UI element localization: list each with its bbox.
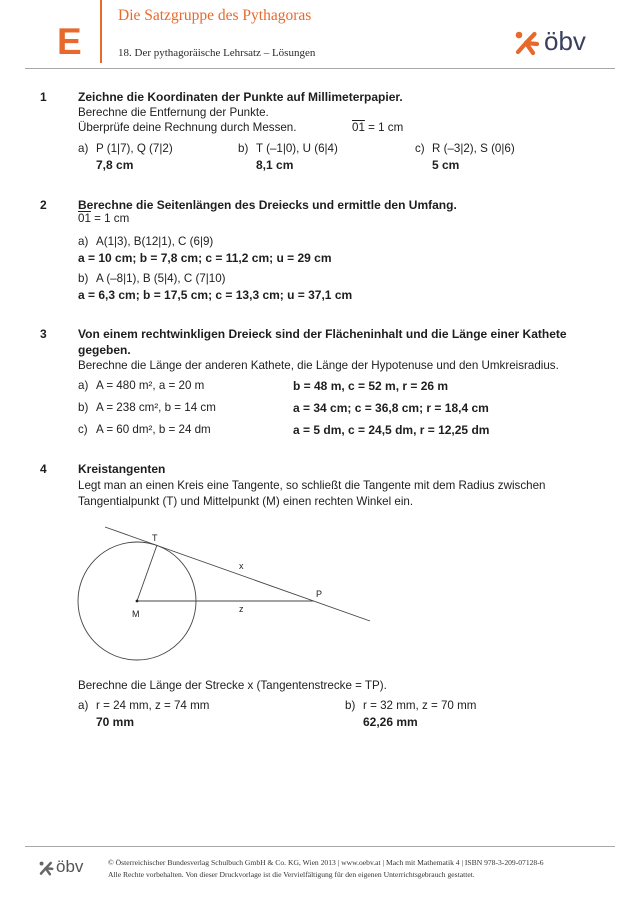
task-4a-given: r = 24 mm, z = 74 mm: [96, 699, 210, 712]
task-4-question: Berechne die Länge der Strecke x (Tangentenstrecke = TP).: [78, 679, 387, 692]
task-3b-given: A = 238 cm², b = 14 cm: [96, 401, 216, 414]
task-4-number: 4: [40, 462, 47, 476]
task-4b-label: b): [345, 699, 356, 712]
footer-copyright: © Österreichischer Bundesverlag Schulbuch GmbH & Co. KG, Wien 2013 | www.oebv.at | Mach mit Mathematik 4 | ISBN 978-3-209-07128-6: [108, 858, 544, 867]
task-1b-label: b): [238, 142, 249, 155]
task-2a-answer: a = 10 cm; b = 7,8 cm; c = 11,2 cm; u = 29 cm: [78, 251, 332, 265]
task-4b-given: r = 32 mm, z = 70 mm: [363, 699, 477, 712]
task-3c-answer: a = 5 dm, c = 24,5 dm, r = 12,25 dm: [293, 423, 490, 437]
task-1b-answer: 8,1 cm: [256, 158, 294, 172]
task-2-number: 2: [40, 198, 47, 212]
task-2b-label: b): [78, 272, 89, 285]
task-3c-given: A = 60 dm², b = 24 dm: [96, 423, 211, 436]
unit-segment: 01: [352, 121, 365, 134]
center-point: [136, 600, 139, 603]
footer-oebv-logo-icon: [38, 860, 54, 876]
radius-line: [137, 545, 157, 601]
label-center: M: [132, 609, 140, 619]
oebv-logo-text: öbv: [544, 26, 586, 56]
footer-logo-text: öbv: [56, 857, 84, 876]
task-3-heading: Von einem rechtwinkligen Dreieck sind der Flächeninhalt und die Länge einer Kathete gegeben.: [78, 327, 567, 357]
circle-tangent-diagram: [70, 525, 380, 665]
task-1a-points: P (1|7), Q (7|2): [96, 142, 173, 155]
level-letter: E: [57, 21, 82, 62]
task-3a-label: a): [78, 379, 89, 392]
task-1a-label: a): [78, 142, 89, 155]
unit-value: = 1 cm: [368, 121, 404, 134]
task-4b-answer: 62,26 mm: [363, 715, 418, 729]
label-center-distance: z: [239, 604, 244, 614]
task-1c-points: R (–3|2), S (0|6): [432, 142, 515, 155]
task-1b-points: T (–1|0), U (6|4): [256, 142, 338, 155]
task-2b-answer: a = 6,3 cm; b = 17,5 cm; c = 13,3 cm; u = 37,1 cm: [78, 288, 353, 302]
task-3c-label: c): [78, 423, 88, 436]
task-3a-answer: b = 48 m, c = 52 m, r = 26 m: [293, 379, 449, 393]
task-2a-points: A(1|3), B(12|1), C (6|9): [96, 235, 214, 248]
unit-segment: 01: [78, 212, 91, 225]
label-external-point: P: [316, 589, 323, 599]
worksheet-title: Die Satzgruppe des Pythagoras: [118, 7, 312, 24]
task-2b-points: A (–8|1), B (5|4), C (7|10): [96, 272, 226, 285]
task-1c-answer: 5 cm: [432, 158, 460, 172]
task-4a-label: a): [78, 699, 89, 712]
task-3-instruction: Berechne die Länge der anderen Kathete, die Länge der Hypotenuse und den Umkreisradius.: [78, 359, 559, 372]
oebv-logo-icon: [513, 29, 540, 56]
task-3b-label: b): [78, 401, 89, 414]
task-3b-answer: a = 34 cm; c = 36,8 cm; r = 18,4 cm: [293, 401, 489, 415]
task-1-number: 1: [40, 90, 47, 104]
task-1-unit-note: [352, 120, 403, 136]
task-4-instruction: Legt man an einen Kreis eine Tangente, so schließt die Tangente mit dem Radius zwischen Tangentialpunkt (T) und Mittelpunkt (M) einen rechten Winkel ein.: [78, 479, 546, 508]
task-1-instruction: Überprüfe deine Rechnung durch Messen.: [78, 121, 297, 134]
footer-rule: [25, 846, 615, 847]
task-4a-answer: 70 mm: [96, 715, 135, 729]
task-2-unit-note: [78, 211, 129, 227]
label-tangent-segment: x: [239, 561, 244, 571]
task-2-heading: Berechne die Seitenlängen des Dreiecks und ermittle den Umfang.: [78, 198, 457, 212]
task-3a-given: A = 480 m², a = 20 m: [96, 379, 205, 392]
worksheet-subtitle: 18. Der pythagoräische Lehrsatz – Lösungen: [118, 47, 316, 59]
task-2a-label: a): [78, 235, 89, 248]
task-1a-answer: 7,8 cm: [96, 158, 134, 172]
header-divider-bar: [100, 0, 102, 63]
label-tangent-point: T: [152, 533, 158, 543]
task-1-heading: Zeichne die Koordinaten der Punkte auf Millimeterpapier.: [78, 90, 403, 104]
task-1-instruction: Berechne die Entfernung der Punkte.: [78, 106, 269, 119]
tangent-line: [105, 527, 370, 621]
footer-rights: Alle Rechte vorbehalten. Von dieser Druckvorlage ist die Vervielfältigung für den eigenen Unterrichtsgebrauch gestattet.: [108, 870, 475, 879]
task-4-heading: Kreistangenten: [78, 462, 166, 476]
task-3-number: 3: [40, 327, 47, 341]
task-1c-label: c): [415, 142, 425, 155]
unit-value: = 1 cm: [94, 212, 130, 225]
header-rule: [25, 68, 615, 69]
